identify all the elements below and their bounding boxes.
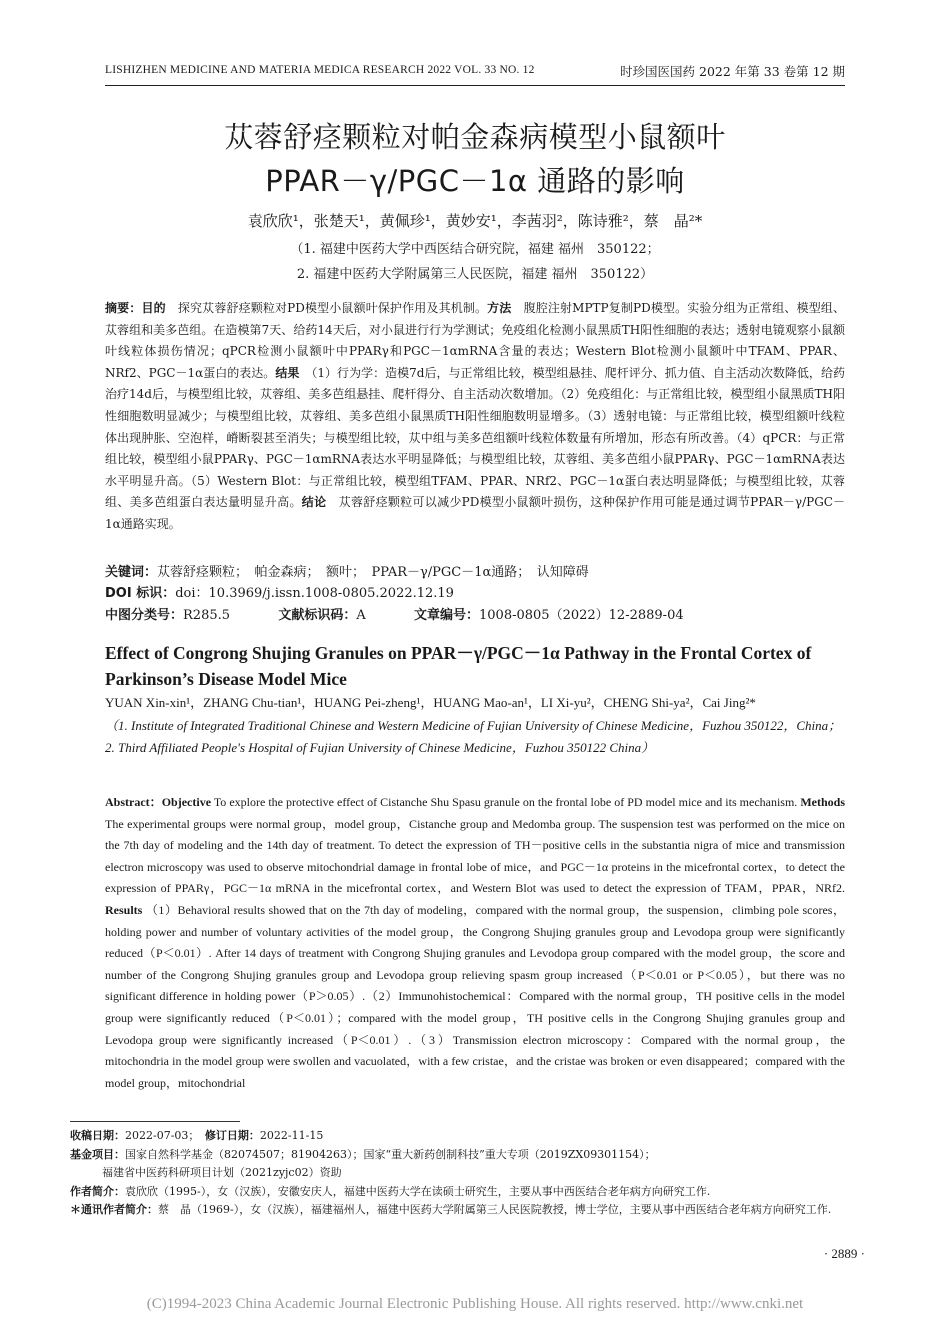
abstract-en: [105, 792, 845, 1094]
conclusion-zh: 苁蓉舒痉颗粒可以减少PD模型小鼠额叶损伤，这种保护作用可能是通过调节PPAR－γ/PGC－1α通路实现。: [105, 495, 845, 531]
article-no-label: 文章编号：: [414, 608, 480, 623]
corresponding-author-line: [70, 1201, 880, 1220]
clc-label: 中图分类号：: [105, 608, 184, 623]
classification-line: [105, 605, 845, 626]
objective-zh: 探究苁蓉舒痉颗粒对PD模型小鼠额叶保护作用及其机制。: [177, 301, 488, 315]
article-title-en: Effect of Congrong Shujing Granules on PPAR－γ/PGC－1α Pathway in the Frontal Cortex of Parkinson’s Disease Model Mice: [105, 643, 812, 689]
author-bio-label: 作者简介：: [70, 1184, 125, 1198]
header-rule: [105, 85, 845, 86]
fund-label: 基金项目：: [70, 1147, 125, 1161]
author-bio-line: [70, 1183, 880, 1202]
received-label: 收稿日期：: [70, 1129, 125, 1142]
footnote-rule: [70, 1121, 240, 1122]
abstract-zh-label: 摘要：: [105, 301, 142, 315]
article-title-zh-line1: 苁蓉舒痉颗粒对帕金森病模型小鼠额叶: [224, 120, 726, 154]
objective-en: To explore the protective effect of Cistanche Shu Spasu granule on the frontal lobe of PD model mice and its mechanism.: [211, 795, 801, 809]
authors-en: YUAN Xin-xin¹，ZHANG Chu-tian¹，HUANG Pei-zheng¹，HUANG Mao-an¹，LI Xi-yu²，CHENG Shi-ya²，Cai Jing²*: [105, 695, 756, 710]
affiliation-zh-1: （1. 福建中医药大学中西医结合研究院，福建 福州 350122；: [290, 242, 660, 257]
affiliation-en: （1. Institute of Integrated Traditional Chinese and Western Medicine of Fujian University of Chinese Medicine，Fuzhou 350122，China；2. Third Affiliated People's Hospital of Fujian University of Chinese Medicine，Fuzhou 350122 China）: [105, 718, 842, 755]
doc-code-label: 文献标识码：: [278, 608, 357, 623]
keywords-zh-label: 关键词：: [105, 565, 158, 580]
corresponding-author-text: 蔡 晶（1969-），女（汉族），福建福州人，福建中医药大学附属第三人民医院教授，博士学位，主要从事中西医结合老年病方向研究工作.: [158, 1203, 832, 1216]
running-header-zh: 时珍国医国药 2022 年第 33 卷第 12 期: [620, 64, 845, 79]
results-zh: （1）行为学：造模7d后，与正常组比较，模型组悬挂、爬杆评分、抓力值、自主活动次数降低，给药治疗14d后，与模型组比较，苁蓉组、美多芭组悬挂、爬杆得分、自主活动次数增加。（2）免疫组化：与正常组比较，模型组小鼠黑质TH阳性细胞数明显减少；与模型组比较，苁蓉组、美多芭组小鼠黑质TH阳性细胞数明显增多。（3）透射电镜：与正常组比较，模型组额叶线粒体出现肿胀、空泡样，嵴断裂甚至消失；与模型组比较，苁中组与美多芭组额叶线粒体数量有所增加，形态有所改善。（4）qPCR：与正常组比较，模型组小鼠PPARγ、PGC－1αmRNA表达水平明显降低；与模型组比较，苁蓉组、美多芭组小鼠PPARγ、PGC－1αmRNA表达水平明显升高。（5）Western Blot：与正常组比较，模型组TFAM、PPAR、NRf2、PGC－1α蛋白表达明显降低；与模型组比较，苁蓉组、美多芭组蛋白表达量明显升高。: [105, 365, 845, 510]
abstract-zh: [105, 298, 845, 536]
doi-label: DOI 标识：: [105, 586, 176, 601]
doi-text: doi：10.3969/j.issn.1008-0805.2022.12.19: [175, 586, 454, 601]
keywords-zh: [105, 562, 845, 583]
revised-date: 2022-11-15: [259, 1129, 324, 1142]
page-number: · 2889 ·: [823, 1246, 865, 1261]
objective-zh-label: 目的: [141, 301, 166, 315]
revised-label: 修订日期：: [204, 1129, 260, 1142]
fund-text: 国家自然科学基金（82074507；81904263）；国家“重大新药创制科技”重大专项（2019ZX09301154）；: [125, 1147, 656, 1161]
doi-line: [105, 583, 845, 604]
objective-en-label: Objective: [161, 795, 212, 809]
corresponding-author-label: ＊通讯作者简介：: [70, 1203, 158, 1216]
methods-en: The experimental groups were normal group，model group，Cistanche group and Medomba group. The suspension test was performed on the mice on the 7th day of modeling and the 14th day of treatment. To detect the expression of TH－positive cells in the substantia nigra of mice and transmission electron microscopy was used to observe mitochondrial damage in frontal lobe of mice，and PGC－1α proteins in the micefrontal cortex，to detect the expression of PPARγ，PGC－1α mRNA in the micefrontal cortex，and Western Blot was used to detect the expression of TFAM，PPAR，NRf2.: [105, 816, 845, 896]
doc-code-value: A: [356, 608, 366, 623]
dates-line: [70, 1127, 880, 1146]
article-no-value: 1008-0805（2022）12-2889-04: [479, 608, 684, 623]
clc-value: R285.5: [183, 608, 231, 623]
author-bio-text: 袁欣欣（1995-），女（汉族），安徽安庆人，福建中医药大学在读硕士研究生，主要从事中西医结合老年病方向研究工作.: [125, 1184, 711, 1198]
copyright-footer: (C)1994-2023 China Academic Journal Electronic Publishing House. All rights reserved. http://www.cnki.net: [146, 1296, 804, 1312]
keywords-zh-text: 苁蓉舒痉颗粒； 帕金森病； 额叶； PPAR－γ/PGC－1α通路； 认知障碍: [157, 565, 589, 580]
affiliation-zh-2: 2. 福建中医药大学附属第三人民医院，福建 福州 350122）: [296, 267, 654, 282]
footnotes: [70, 1127, 880, 1220]
abstract-en-label: Abstract：: [105, 795, 162, 809]
authors-zh: 袁欣欣¹，张楚天¹，黄佩珍¹，黄妙安¹，李茜羽²，陈诗雅²，蔡 晶²*: [247, 212, 703, 230]
received-date: 2022-07-03；: [125, 1129, 194, 1142]
results-en: （1）Behavioral results showed that on the 7th day of modeling，compared with the normal group，the suspension，climbing pole scores，holding power and number of voluntary activities of the model group，the Congrong Shujing granules group and Levodopa group were significantly reduced（P＜0.01）. After 14 days of treatment with Congrong Shujing granules and Levodopa group compared with the model group，the score and number of the Congrong Shujing granules group and Levodopa group relieving spasm group increased（P＜0.01 or P＜0.05），but there was no significant difference in holding power（P＞0.05）.（2）Immunohistochemical：Compared with the normal group，TH positive cells in the model group were significantly reduced（P＜0.01）；compared with the model group，TH positive cells in the Congrong Shujing granules group and Levodopa group were significantly increased（P＜0.01）.（3）Transmission electron microscopy：Compared with the normal group，the mitochondria in the model group were swollen and vacuolated，with a few cristae，and the cristae was broken or even disappeared；compared with the model group，mitochondrial: [105, 902, 845, 1090]
article-title-zh-line2: PPAR－γ/PGC－1α 通路的影响: [265, 164, 685, 198]
conclusion-zh-label: 结论: [301, 495, 327, 510]
running-header: [105, 62, 845, 82]
methods-zh-label: 方法: [487, 301, 512, 315]
results-en-label: Results: [105, 902, 143, 917]
affiliations-zh: [105, 237, 845, 287]
running-header-en: LISHIZHEN MEDICINE AND MATERIA MEDICA RESEARCH 2022 VOL. 33 NO. 12: [105, 64, 535, 76]
results-zh-label: 结果: [275, 365, 300, 380]
fund-line: [70, 1146, 880, 1165]
methods-en-label: Methods: [800, 795, 845, 809]
fund-line-2: 福建省中医药科研项目计划（2021zyjc02）资助: [102, 1166, 342, 1179]
methods-zh: 腹腔注射MPTP复制PD模型。实验分组为正常组、模型组、苁蓉组和美多芭组。在造模第7天、给药14天后，对小鼠进行行为学测试；免疫组化检测小鼠黑质TH阳性细胞的表达；透射电镜观察小鼠额叶线粒体损伤情况；qPCR检测小鼠额叶中PPARγ和PGC－1αmRNA含量的表达；Western Blot检测小鼠额叶中TFAM、PPAR、NRf2、PGC－1α蛋白的表达。: [105, 301, 845, 380]
article-title-zh: [105, 115, 845, 203]
